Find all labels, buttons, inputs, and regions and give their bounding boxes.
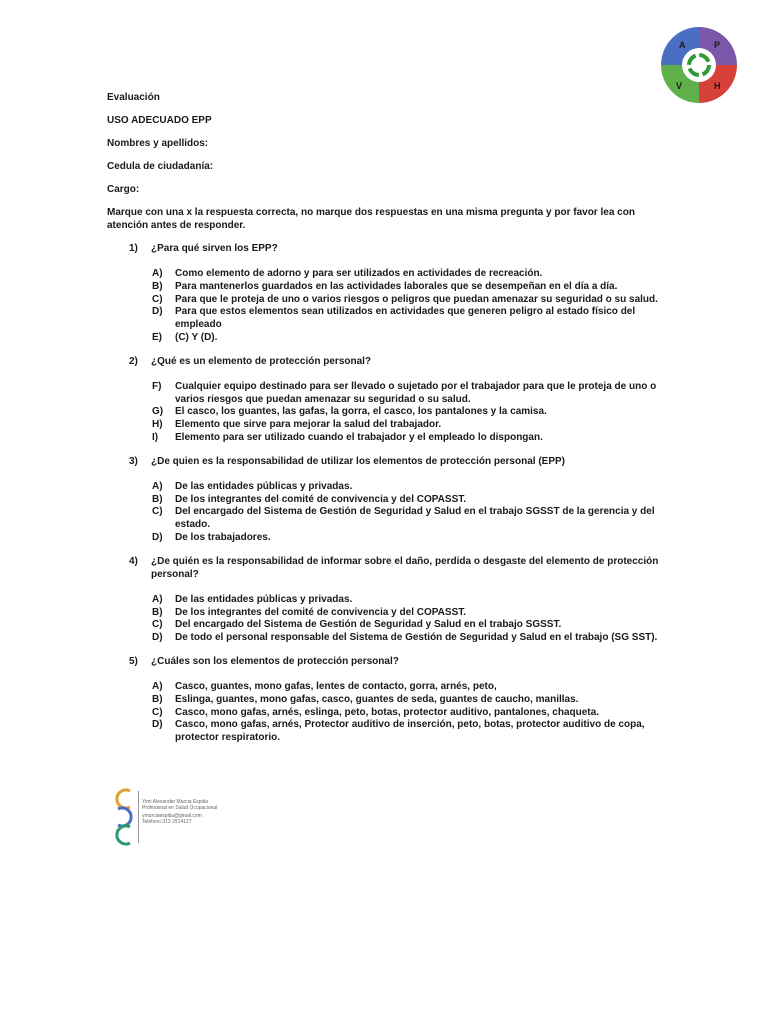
evaluation-document [107,91,667,745]
document-subtitle: USO ADECUADO EPP [107,115,212,126]
option-letter: B) [152,280,163,292]
question-number: 2) [129,355,138,367]
phva-cycle-logo [660,26,738,104]
field-position: Cargo: [107,184,140,195]
option-text: De todo el personal responsable del Sistema de Gestión de Seguridad y Salud en el trabajo (SG SST). [175,632,658,644]
option-letter: I) [152,431,159,443]
answer-option[interactable] [107,281,667,294]
option-text: Como elemento de adorno y para ser utilizados en actividades de recreación. [175,268,543,279]
option-text: De los trabajadores. [175,531,271,543]
option-letter: F) [152,380,162,392]
question-1 [107,242,667,255]
answer-option[interactable] [107,532,667,545]
option-text: Elemento para ser utilizado cuando el trabajador y el empleado lo dispongan. [175,431,543,443]
option-letter: A) [152,680,163,692]
signature-email: ymurciaespitia@gmail.com [142,813,202,819]
question-number: 5) [129,655,138,667]
option-text: De los integrantes del comité de convivencia y del COPASST. [175,493,467,505]
answer-option[interactable] [107,294,667,307]
signature-text [142,799,217,825]
option-letter: B) [152,606,163,618]
signature-title: Profesional en Salud Ocupacional [142,805,218,811]
question-3 [107,455,667,468]
option-text: Para mantenerlos guardados en las actividades laborales que se desempeñan en el día a día. [175,280,618,292]
option-letter: C) [152,506,163,518]
option-text: De las entidades públicas y privadas. [175,593,353,605]
answer-option[interactable] [107,607,667,620]
option-list [107,681,667,745]
option-letter: D) [152,306,163,318]
option-letter: C) [152,619,163,631]
logo-letter-p: P [714,40,721,50]
option-text: (C) Y (D). [175,331,218,343]
logo-letter-v: V [676,81,683,91]
question-text: ¿Para qué sirven los EPP? [151,243,278,254]
answer-option[interactable] [107,506,667,532]
question-text: ¿De quién es la responsabilidad de informar sobre el daño, perdida o desgaste del elemento de protección personal? [151,555,659,580]
answer-option[interactable] [107,694,667,707]
logo-letter-h: H [714,81,721,91]
option-list [107,381,667,445]
field-id-number: Cedula de ciudadanía: [107,161,214,172]
option-text: Casco, mono gafas, arnés, eslinga, peto, botas, protector auditivo, pantalones, chaqueta. [175,706,599,718]
document-title: Evaluación [107,92,160,103]
answer-option[interactable] [107,632,667,645]
signature-block [108,783,223,851]
option-letter: D) [152,531,163,543]
question-5 [107,655,667,668]
logo-letter-a: A [679,40,686,50]
answer-option[interactable] [107,707,667,720]
option-letter: B) [152,493,163,505]
option-text: Para que le proteja de uno o varios riesgos o peligros que puedan amenazar su seguridad o su salud. [175,293,658,305]
option-letter: H) [152,419,163,431]
option-text: Elemento que sirve para mejorar la salud del trabajador. [175,419,442,431]
answer-option[interactable] [107,268,667,281]
answer-option[interactable] [107,719,667,745]
signature-logo [108,783,140,849]
option-letter: B) [152,693,163,705]
answer-option[interactable] [107,594,667,607]
question-list [107,242,667,745]
question-text: ¿De quien es la responsabilidad de utilizar los elementos de protección personal (EPP) [151,455,565,467]
option-letter: D) [152,719,163,731]
option-list [107,594,667,645]
answer-option[interactable] [107,432,667,445]
question-4 [107,555,667,581]
answer-option[interactable] [107,494,667,507]
option-letter: A) [152,480,163,492]
answer-option[interactable] [107,481,667,494]
instructions: Marque con una x la respuesta correcta, no marque dos respuestas en una misma pregunta y por favor lea con atención antes de responder. [107,207,635,231]
question-text: ¿Cuáles son los elementos de protección personal? [151,655,399,667]
answer-option[interactable] [107,306,667,332]
answer-option[interactable] [107,381,667,407]
option-text: Para que estos elementos sean utilizados en actividades que generen peligro al estado físico del empleado [175,306,636,331]
option-text: El casco, los guantes, las gafas, la gorra, el casco, los pantalones y la camisa. [175,406,547,418]
answer-option[interactable] [107,681,667,694]
question-number: 3) [129,455,138,467]
option-letter: A) [152,268,163,279]
option-text: Del encargado del Sistema de Gestión de Seguridad y Salud en el trabajo SGSST de la gerencia y del estado. [175,506,655,531]
answer-option[interactable] [107,619,667,632]
option-list [107,268,667,345]
option-letter: D) [152,632,163,644]
question-number: 1) [129,243,138,254]
option-text: Cualquier equipo destinado para ser llevado o sujetado por el trabajador para que le proteja de uno o varios riesgos que puedan amenazar su seguridad o su salud. [175,380,657,405]
question-text: ¿Qué es un elemento de protección personal? [151,355,372,367]
question-number: 4) [129,555,138,567]
option-text: Del encargado del Sistema de Gestión de Seguridad y Salud en el trabajo SGSST. [175,619,562,631]
option-letter: E) [152,331,162,343]
field-name: Nombres y apellidos: [107,138,209,149]
answer-option[interactable] [107,332,667,345]
signature-name: Yimi Alexander Murcia Espitia [142,799,208,805]
option-list [107,481,667,545]
answer-option[interactable] [107,419,667,432]
option-text: Casco, guantes, mono gafas, lentes de contacto, gorra, arnés, peto, [175,680,497,692]
option-text: De los integrantes del comité de convivencia y del COPASST. [175,606,467,618]
option-letter: C) [152,706,163,718]
option-text: Casco, mono gafas, arnés, Protector auditivo de inserción, peto, botas, protector auditivo de copa, protector respiratorio. [175,719,645,744]
answer-option[interactable] [107,406,667,419]
option-text: Eslinga, guantes, mono gafas, casco, guantes de seda, guantes de caucho, manillas. [175,693,579,705]
question-2 [107,355,667,368]
option-letter: A) [152,593,163,605]
signature-phone: Teléfono 313 2914127 [142,819,192,825]
option-text: De las entidades públicas y privadas. [175,480,353,492]
option-letter: G) [152,406,164,418]
option-letter: C) [152,293,163,305]
